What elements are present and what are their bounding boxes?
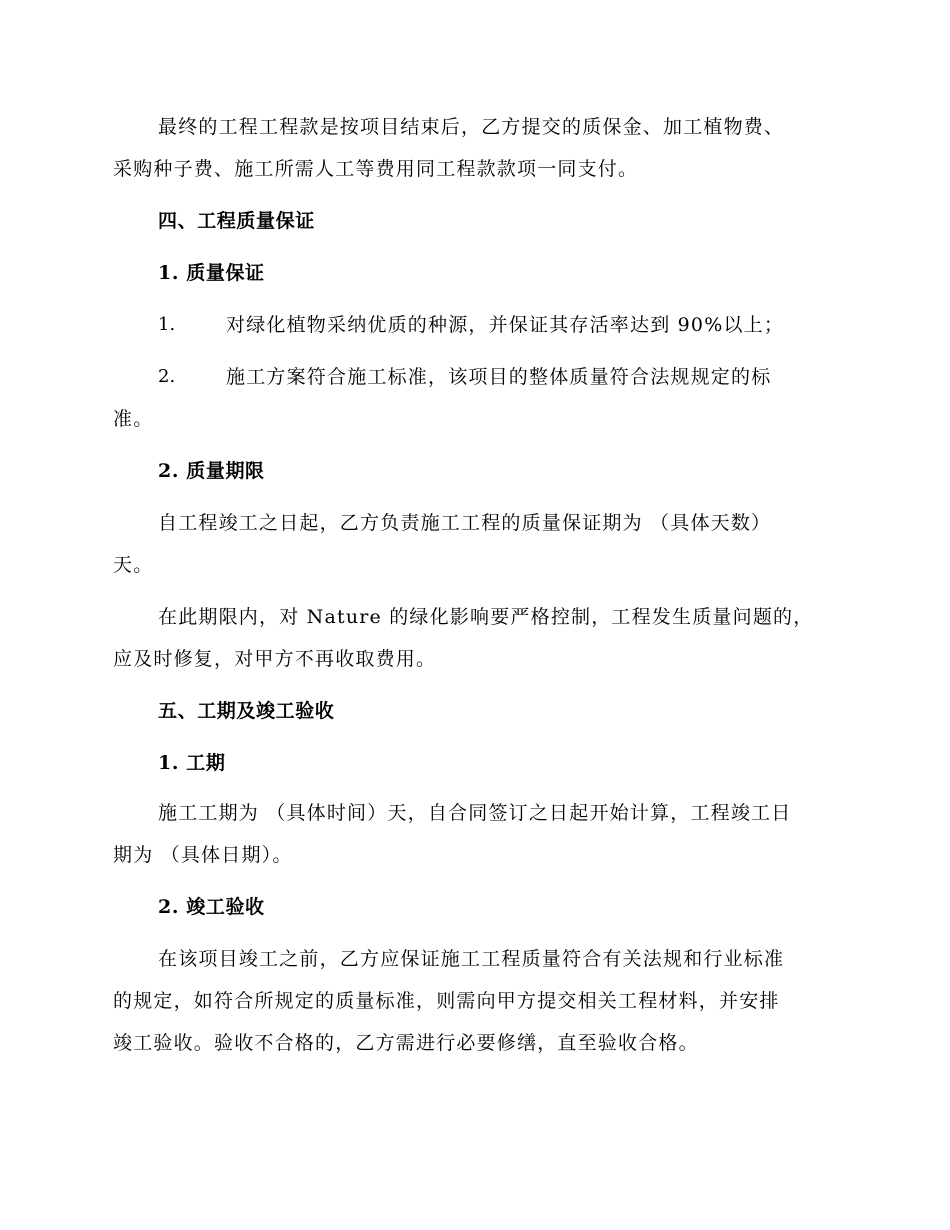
- paragraph-acceptance-line-2: 的规定，如符合所规定的质量标准，则需向甲方提交相关工程材料，并安排: [113, 990, 780, 1012]
- paragraph-payment-line-2: 采购种子费、施工所需人工等费用同工程款款项一同支付。: [113, 158, 639, 180]
- subheading-quality-assurance: 1. 质量保证: [158, 262, 265, 284]
- paragraph-schedule-line-2: 期为 （具体日期）。: [113, 844, 293, 866]
- paragraph-period-line-2: 天。: [113, 554, 154, 576]
- section-heading-schedule-acceptance: 五、工期及竣工验收: [158, 700, 335, 722]
- subheading-schedule: 1. 工期: [158, 752, 226, 774]
- paragraph-period-line-1: 自工程竣工之日起，乙方负责施工工程的质量保证期为 （具体天数）: [158, 512, 772, 534]
- paragraph-acceptance-line-1: 在该项目竣工之前，乙方应保证施工工程质量符合有关法规和行业标准: [158, 948, 785, 970]
- list-item-2-text-line-1: 施工方案符合施工标准，该项目的整体质量符合法规规定的标: [226, 366, 772, 388]
- paragraph-payment-line-1: 最终的工程工程款是按项目结束后，乙方提交的质保金、加工植物费、: [158, 116, 785, 138]
- list-item-1-text: 对绿化植物采纳优质的种源，并保证其存活率达到 90%以上；: [226, 314, 785, 336]
- subheading-quality-period: 2. 质量期限: [158, 460, 265, 482]
- list-item-2-text-line-2: 准。: [113, 408, 154, 430]
- paragraph-acceptance-line-3: 竣工验收。验收不合格的，乙方需进行必要修缮，直至验收合格。: [113, 1032, 699, 1054]
- subheading-completion-acceptance: 2. 竣工验收: [158, 896, 265, 918]
- paragraph-schedule-line-1: 施工工期为 （具体时间）天，自合同签订之日起开始计算，工程竣工日: [158, 802, 792, 824]
- list-item-2-number: 2.: [158, 366, 176, 387]
- section-heading-quality-guarantee: 四、工程质量保证: [158, 210, 315, 232]
- paragraph-control-line-2: 应及时修复，对甲方不再收取费用。: [113, 648, 437, 670]
- list-item-1-number: 1.: [158, 314, 176, 335]
- paragraph-control-line-1: 在此期限内，对 Nature 的绿化影响要严格控制，工程发生质量问题的，: [158, 606, 814, 628]
